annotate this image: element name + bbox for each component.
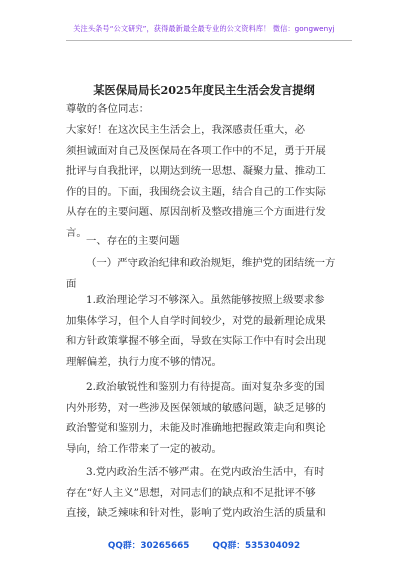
document-title: 某医保局局长2025年度民主生活会发言提纲 <box>93 83 315 97</box>
body-line: 政治警觉和鉴别力，未能及时准确地把握政策走向和舆论 <box>66 422 326 435</box>
header-note: 关注头条号“公文研究”，获得最新最全最专业的公文资料库！ 微信：gongwenyj <box>73 24 335 33</box>
header-divider <box>66 40 352 41</box>
footer-qq-group-1: QQ群：30265665 <box>107 541 190 551</box>
body-line: 作的目的。下面，我围绕会议主题，结合自己的工作实际 <box>66 185 326 198</box>
subsection-heading <box>66 253 352 294</box>
body-line: 内外形势，对一些涉及医保领域的敏感问题，缺乏足够的 <box>66 401 326 414</box>
body-line: 言。 <box>66 226 87 239</box>
footer <box>0 538 408 551</box>
item-3-paragraph <box>66 462 352 524</box>
salutation <box>66 99 352 120</box>
intro-paragraph <box>66 120 352 244</box>
body-line: 3.党内政治生活不够严肃。在党内政治生活中，有时 <box>86 466 325 478</box>
item-1-paragraph <box>66 290 352 372</box>
body-line: 须担诚面对自己及医保局在各项工作中的不足，勇于开展 <box>66 144 326 157</box>
body-line: 面 <box>66 277 77 290</box>
body-line: 从存在的主要问题、原因剖析及整改措施三个方面进行发 <box>66 206 326 219</box>
section-heading <box>66 231 352 252</box>
body-line: 大家好！在这次民主生活会上，我深感责任重大，必 <box>66 124 305 136</box>
footer-qq-group-2: QQ群：535304092 <box>212 541 301 551</box>
body-line: 理解偏差，执行力度不够的情况。 <box>66 355 222 368</box>
body-line: 存在“好人主义”思想，对同志们的缺点和不足批评不够 <box>66 486 316 499</box>
body-line: 尊敬的各位同志： <box>66 103 150 115</box>
body-line: 一、存在的主要问题 <box>86 235 180 247</box>
body-line: 和方针政策掌握不够全面，导致在实际工作中有时会出现 <box>66 335 326 348</box>
body-line: 2.政治敏锐性和鉴别力有待提高。面对复杂多变的国 <box>86 381 325 393</box>
body-line: 1.政治理论学习不够深入。虽然能够按照上级要求参 <box>86 294 325 306</box>
body-line: 加集体学习，但个人自学时间较少，对党的最新理论成果 <box>66 314 326 327</box>
body-line: 直接，缺乏辣味和针对性，影响了党内政治生活的质量和 <box>66 507 326 520</box>
body-line: 导向，给工作带来了一定的被动。 <box>66 442 222 455</box>
body-line: （一）严守政治纪律和政治规矩，维护党的团结统一方 <box>86 257 336 269</box>
body-line: 批评与自我批评，以期达到统一思想、凝聚力量、推动工 <box>66 165 326 178</box>
item-2-paragraph <box>66 377 352 459</box>
